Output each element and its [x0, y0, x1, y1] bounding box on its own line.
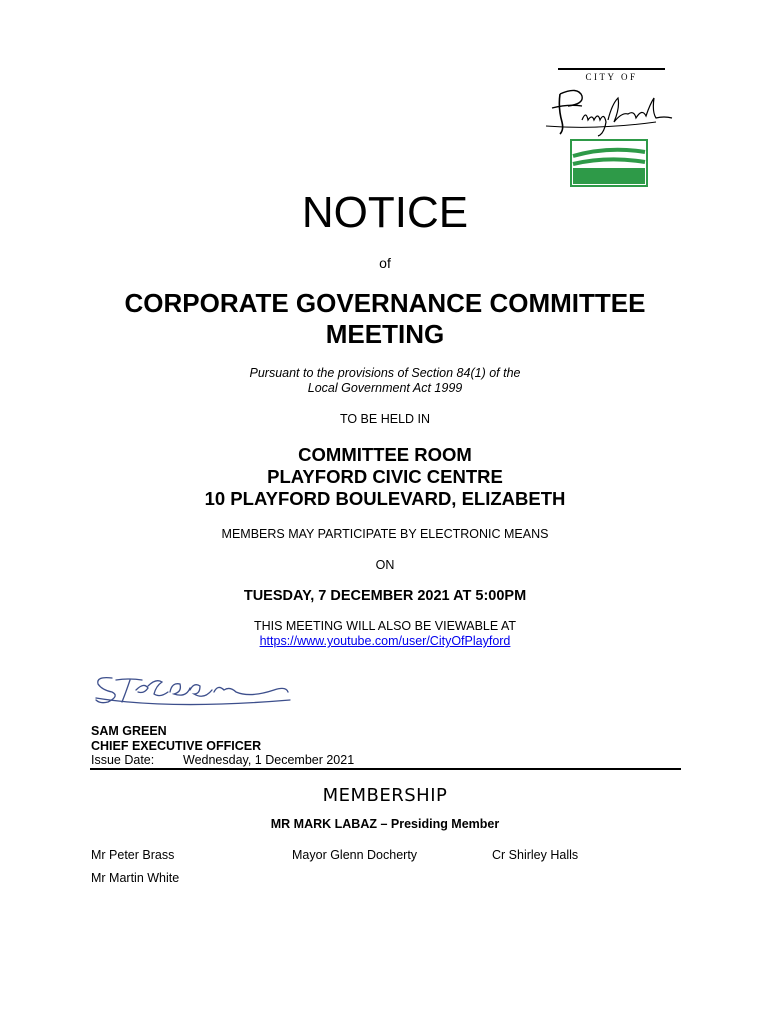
on-text: ON — [375, 558, 395, 572]
venue-building: PLAYFORD CIVIC CENTRE — [267, 466, 503, 487]
issue-date-value: Wednesday, 1 December 2021 — [183, 753, 355, 767]
city-of-playford-logo — [538, 64, 678, 190]
logo-emblem — [538, 64, 678, 190]
member-item: Mr Martin White — [91, 871, 180, 885]
presiding-member: MR MARK LABAZ – Presiding Member — [270, 817, 500, 831]
signatory-name: SAM GREEN — [91, 724, 167, 738]
logo-city-of-text: CITY OF — [585, 72, 638, 82]
meeting-date-time: TUESDAY, 7 DECEMBER 2021 AT 5:00PM — [243, 588, 527, 604]
pursuant-text — [0, 366, 770, 396]
member-item: Cr Shirley Halls — [492, 848, 579, 862]
signatory-title: CHIEF EXECUTIVE OFFICER — [91, 738, 262, 753]
youtube-link[interactable]: https://www.youtube.com/user/CityOfPlayford — [259, 634, 511, 648]
member-item: Mr Peter Brass — [91, 848, 175, 862]
meeting-title-line1: CORPORATE GOVERNANCE COMMITTEE — [124, 288, 646, 318]
viewable-block — [0, 619, 770, 649]
section-divider — [90, 768, 681, 770]
electronic-participation-text: MEMBERS MAY PARTICIPATE BY ELECTRONIC MEANS — [221, 527, 549, 541]
pursuant-line1: Pursuant to the provisions of Section 84(1) of the — [249, 366, 521, 380]
venue-room: COMMITTEE ROOM — [298, 444, 472, 465]
to-be-held-text: TO BE HELD IN — [339, 412, 431, 426]
of-text: of — [379, 255, 391, 271]
venue-block — [0, 444, 770, 510]
member-item: Mayor Glenn Docherty — [292, 848, 418, 862]
signatory-block — [91, 724, 354, 768]
issue-date-row — [91, 753, 354, 768]
venue-address: 10 PLAYFORD BOULEVARD, ELIZABETH — [204, 488, 566, 509]
viewable-text: THIS MEETING WILL ALSO BE VIEWABLE AT — [253, 619, 517, 633]
meeting-title-line2: MEETING — [325, 319, 445, 349]
meeting-title — [0, 288, 770, 350]
pursuant-line2: Local Government Act 1999 — [307, 381, 463, 395]
membership-heading: MEMBERSHIP — [322, 785, 448, 806]
ceo-signature — [90, 664, 300, 712]
issue-date-label: Issue Date: — [91, 753, 155, 767]
notice-title: NOTICE — [301, 188, 469, 237]
